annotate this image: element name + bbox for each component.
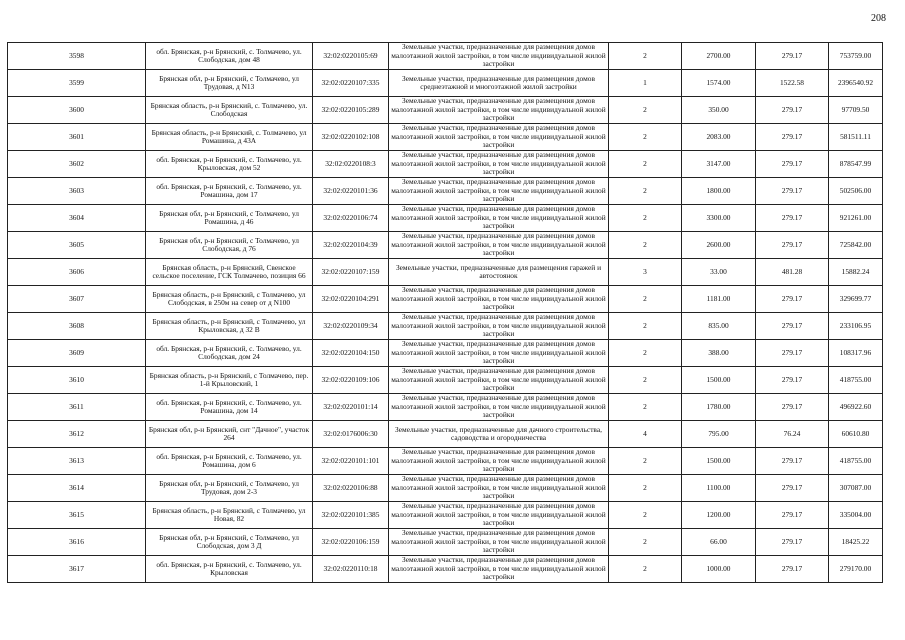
address-cell: обл. Брянская, р-н Брянский, с. Толмачево, ул. Крыловская, дом 52 (146, 151, 313, 178)
address-cell: Брянская область, р-н Брянский, с Толмачево, ул Новая, 82 (146, 502, 313, 529)
address-cell: Брянская обл, р-н Брянский, снт "Дачное", участок 264 (146, 421, 313, 448)
area-cell: 2083.00 (682, 124, 756, 151)
group-number-cell: 2 (609, 313, 682, 340)
cadastral-number-cell: 32:02:0220101:36 (313, 178, 389, 205)
cadastral-value-cell: 753759.00 (829, 43, 883, 70)
land-use-purpose-cell: Земельные участки, предназначенные для размещения домов малоэтажной жилой застройки, в том числе индивидуальной жилой застройки (389, 340, 609, 367)
page-number: 208 (871, 13, 886, 24)
unit-price-cell: 279.17 (756, 178, 829, 205)
row-number: 3616 (8, 529, 146, 556)
unit-price-cell: 279.17 (756, 340, 829, 367)
address-cell: Брянская область, р-н Брянский, с Толмачево, ул Слободская, в 250м на север от д N100 (146, 286, 313, 313)
cadastral-number-cell: 32:02:0220110:18 (313, 556, 389, 583)
address-cell: Брянская область, р-н Брянский, с. Толмачево, ул Ромашина, д 43А (146, 124, 313, 151)
cadastral-value-cell: 60610.80 (829, 421, 883, 448)
address-cell: Брянская область, р-н Брянский, Свенское сельское поселение, ГСК Толмачево, позиция 66 (146, 259, 313, 286)
cadastral-value-cell: 418755.00 (829, 367, 883, 394)
address-cell: Брянская обл, р-н Брянский, с Толмачево, ул Слободская, дом 3 Д (146, 529, 313, 556)
cadastral-number-cell: 32:02:0220106:74 (313, 205, 389, 232)
address-cell: Брянская область, р-н Брянский, с Толмачево, пер. 1-й Крыловский, 1 (146, 367, 313, 394)
group-number-cell: 2 (609, 124, 682, 151)
group-number-cell: 2 (609, 556, 682, 583)
cadastral-value-cell: 921261.00 (829, 205, 883, 232)
group-number-cell: 2 (609, 286, 682, 313)
row-number: 3608 (8, 313, 146, 340)
cadastral-value-cell: 496922.60 (829, 394, 883, 421)
group-number-cell: 4 (609, 421, 682, 448)
table-row (8, 475, 883, 502)
row-number: 3606 (8, 259, 146, 286)
address-cell: Брянская обл, р-н Брянский, с Толмачево, ул Ромашина, д 46 (146, 205, 313, 232)
land-use-purpose-cell: Земельные участки, предназначенные для размещения домов малоэтажной жилой застройки, в том числе индивидуальной жилой застройки (389, 232, 609, 259)
table-row (8, 97, 883, 124)
group-number-cell: 2 (609, 367, 682, 394)
land-use-purpose-cell: Земельные участки, предназначенные для размещения домов среднеэтажной и многоэтажной жилой застройки (389, 70, 609, 97)
area-cell: 795.00 (682, 421, 756, 448)
cadastral-number-cell: 32:02:0220105:69 (313, 43, 389, 70)
row-number: 3611 (8, 394, 146, 421)
cadastral-value-cell: 18425.22 (829, 529, 883, 556)
area-cell: 3300.00 (682, 205, 756, 232)
table-row (8, 205, 883, 232)
address-cell: обл. Брянская, р-н Брянский, с. Толмачево, ул. Ромашина, дом 17 (146, 178, 313, 205)
table-row (8, 448, 883, 475)
row-number: 3615 (8, 502, 146, 529)
address-cell: обл. Брянская, р-н Брянский, с. Толмачево, ул. Слободская, дом 24 (146, 340, 313, 367)
unit-price-cell: 279.17 (756, 394, 829, 421)
cadastral-number-cell: 32:02:0220101:101 (313, 448, 389, 475)
row-number: 3603 (8, 178, 146, 205)
land-use-purpose-cell: Земельные участки, предназначенные для размещения домов малоэтажной жилой застройки, в том числе индивидуальной жилой застройки (389, 556, 609, 583)
unit-price-cell: 279.17 (756, 556, 829, 583)
land-use-purpose-cell: Земельные участки, предназначенные для размещения гаражей и автостоянок (389, 259, 609, 286)
land-use-purpose-cell: Земельные участки, предназначенные для размещения домов малоэтажной жилой застройки, в том числе индивидуальной жилой застройки (389, 97, 609, 124)
land-use-purpose-cell: Земельные участки, предназначенные для размещения домов малоэтажной жилой застройки, в том числе индивидуальной жилой застройки (389, 475, 609, 502)
area-cell: 1181.00 (682, 286, 756, 313)
row-number: 3601 (8, 124, 146, 151)
cadastral-number-cell: 32:02:0220107:159 (313, 259, 389, 286)
table-row (8, 313, 883, 340)
row-number: 3600 (8, 97, 146, 124)
row-number: 3604 (8, 205, 146, 232)
table-row (8, 178, 883, 205)
area-cell: 1500.00 (682, 448, 756, 475)
area-cell: 350.00 (682, 97, 756, 124)
table-row (8, 232, 883, 259)
cadastral-value-cell: 15882.24 (829, 259, 883, 286)
cadastral-number-cell: 32:02:0220105:289 (313, 97, 389, 124)
table-row (8, 259, 883, 286)
area-cell: 2600.00 (682, 232, 756, 259)
row-number: 3617 (8, 556, 146, 583)
group-number-cell: 2 (609, 394, 682, 421)
area-cell: 66.00 (682, 529, 756, 556)
row-number: 3598 (8, 43, 146, 70)
address-cell: Брянская обл, р-н Брянский, с Толмачево, ул Трудовая, дом 2-3 (146, 475, 313, 502)
cadastral-number-cell: 32:02:0220106:88 (313, 475, 389, 502)
land-use-purpose-cell: Земельные участки, предназначенные для размещения домов малоэтажной жилой застройки, в том числе индивидуальной жилой застройки (389, 124, 609, 151)
group-number-cell: 2 (609, 178, 682, 205)
table-row (8, 124, 883, 151)
row-number: 3610 (8, 367, 146, 394)
land-use-purpose-cell: Земельные участки, предназначенные для размещения домов малоэтажной жилой застройки, в том числе индивидуальной жилой застройки (389, 394, 609, 421)
table-row (8, 43, 883, 70)
row-number: 3609 (8, 340, 146, 367)
cadastral-number-cell: 32:02:0220109:106 (313, 367, 389, 394)
land-use-purpose-cell: Земельные участки, предназначенные для дачного строительства, садоводства и огородничества (389, 421, 609, 448)
area-cell: 1800.00 (682, 178, 756, 205)
land-use-purpose-cell: Земельные участки, предназначенные для размещения домов малоэтажной жилой застройки, в том числе индивидуальной жилой застройки (389, 151, 609, 178)
group-number-cell: 1 (609, 70, 682, 97)
area-cell: 33.00 (682, 259, 756, 286)
cadastral-value-cell: 108317.96 (829, 340, 883, 367)
area-cell: 1200.00 (682, 502, 756, 529)
address-cell: Брянская обл, р-н Брянский, с Толмачево, ул Трудовая, д N13 (146, 70, 313, 97)
unit-price-cell: 279.17 (756, 205, 829, 232)
address-cell: обл. Брянская, р-н Брянский, с. Толмачево, ул. Ромашина, дом 14 (146, 394, 313, 421)
address-cell: Брянская область, р-н Брянский, с Толмачево, ул Крыловская, д 32 В (146, 313, 313, 340)
land-use-purpose-cell: Земельные участки, предназначенные для размещения домов малоэтажной жилой застройки, в том числе индивидуальной жилой застройки (389, 367, 609, 394)
area-cell: 2700.00 (682, 43, 756, 70)
area-cell: 1100.00 (682, 475, 756, 502)
land-use-purpose-cell: Земельные участки, предназначенные для размещения домов малоэтажной жилой застройки, в том числе индивидуальной жилой застройки (389, 313, 609, 340)
group-number-cell: 2 (609, 529, 682, 556)
cadastral-number-cell: 32:02:0220104:291 (313, 286, 389, 313)
table-row (8, 70, 883, 97)
cadastral-value-cell: 97709.50 (829, 97, 883, 124)
table-row (8, 529, 883, 556)
cadastral-value-cell: 2396540.92 (829, 70, 883, 97)
unit-price-cell: 279.17 (756, 151, 829, 178)
area-cell: 1000.00 (682, 556, 756, 583)
table-row (8, 286, 883, 313)
group-number-cell: 2 (609, 502, 682, 529)
row-number: 3612 (8, 421, 146, 448)
land-parcel-table (7, 42, 883, 583)
area-cell: 1500.00 (682, 367, 756, 394)
unit-price-cell: 76.24 (756, 421, 829, 448)
table-row (8, 367, 883, 394)
group-number-cell: 3 (609, 259, 682, 286)
row-number: 3602 (8, 151, 146, 178)
unit-price-cell: 279.17 (756, 502, 829, 529)
address-cell: Брянская обл, р-н Брянский, с Толмачево, ул Слободская, д 76 (146, 232, 313, 259)
cadastral-value-cell: 233106.95 (829, 313, 883, 340)
cadastral-number-cell: 32:02:0220109:34 (313, 313, 389, 340)
group-number-cell: 2 (609, 205, 682, 232)
table-row (8, 151, 883, 178)
cadastral-value-cell: 725842.00 (829, 232, 883, 259)
group-number-cell: 2 (609, 151, 682, 178)
address-cell: Брянская область, р-н Брянский, с. Толмачево, ул. Слободская (146, 97, 313, 124)
area-cell: 1780.00 (682, 394, 756, 421)
land-use-purpose-cell: Земельные участки, предназначенные для размещения домов малоэтажной жилой застройки, в том числе индивидуальной жилой застройки (389, 205, 609, 232)
unit-price-cell: 1522.58 (756, 70, 829, 97)
row-number: 3613 (8, 448, 146, 475)
cadastral-value-cell: 878547.99 (829, 151, 883, 178)
group-number-cell: 2 (609, 43, 682, 70)
row-number: 3607 (8, 286, 146, 313)
cadastral-value-cell: 581511.11 (829, 124, 883, 151)
table-row (8, 421, 883, 448)
unit-price-cell: 279.17 (756, 124, 829, 151)
address-cell: обл. Брянская, р-н Брянский, с. Толмачево, ул. Ромашина, дом 6 (146, 448, 313, 475)
unit-price-cell: 279.17 (756, 43, 829, 70)
unit-price-cell: 481.28 (756, 259, 829, 286)
row-number: 3605 (8, 232, 146, 259)
area-cell: 1574.00 (682, 70, 756, 97)
cadastral-value-cell: 329699.77 (829, 286, 883, 313)
group-number-cell: 2 (609, 97, 682, 124)
land-use-purpose-cell: Земельные участки, предназначенные для размещения домов малоэтажной жилой застройки, в том числе индивидуальной жилой застройки (389, 178, 609, 205)
cadastral-number-cell: 32:02:0220108:3 (313, 151, 389, 178)
address-cell: обл. Брянская, р-н Брянский, с. Толмачево, ул. Слободская, дом 48 (146, 43, 313, 70)
group-number-cell: 2 (609, 475, 682, 502)
group-number-cell: 2 (609, 340, 682, 367)
unit-price-cell: 279.17 (756, 232, 829, 259)
cadastral-number-cell: 32:02:0220101:385 (313, 502, 389, 529)
cadastral-number-cell: 32:02:0220104:150 (313, 340, 389, 367)
cadastral-value-cell: 418755.00 (829, 448, 883, 475)
land-use-purpose-cell: Земельные участки, предназначенные для размещения домов малоэтажной жилой застройки, в том числе индивидуальной жилой застройки (389, 529, 609, 556)
cadastral-number-cell: 32:02:0220107:335 (313, 70, 389, 97)
land-use-purpose-cell: Земельные участки, предназначенные для размещения домов малоэтажной жилой застройки, в том числе индивидуальной жилой застройки (389, 502, 609, 529)
area-cell: 3147.00 (682, 151, 756, 178)
row-number: 3614 (8, 475, 146, 502)
unit-price-cell: 279.17 (756, 475, 829, 502)
unit-price-cell: 279.17 (756, 448, 829, 475)
cadastral-number-cell: 32:02:0220101:14 (313, 394, 389, 421)
unit-price-cell: 279.17 (756, 286, 829, 313)
unit-price-cell: 279.17 (756, 367, 829, 394)
row-number: 3599 (8, 70, 146, 97)
group-number-cell: 2 (609, 448, 682, 475)
cadastral-value-cell: 307087.00 (829, 475, 883, 502)
cadastral-number-cell: 32:02:0220102:108 (313, 124, 389, 151)
cadastral-value-cell: 502506.00 (829, 178, 883, 205)
land-use-purpose-cell: Земельные участки, предназначенные для размещения домов малоэтажной жилой застройки, в том числе индивидуальной жилой застройки (389, 43, 609, 70)
area-cell: 388.00 (682, 340, 756, 367)
address-cell: обл. Брянская, р-н Брянский, с. Толмачево, ул. Крыловская (146, 556, 313, 583)
cadastral-number-cell: 32:02:0176006:30 (313, 421, 389, 448)
cadastral-number-cell: 32:02:0220106:159 (313, 529, 389, 556)
land-use-purpose-cell: Земельные участки, предназначенные для размещения домов малоэтажной жилой застройки, в том числе индивидуальной жилой застройки (389, 286, 609, 313)
cadastral-value-cell: 279170.00 (829, 556, 883, 583)
group-number-cell: 2 (609, 232, 682, 259)
unit-price-cell: 279.17 (756, 313, 829, 340)
unit-price-cell: 279.17 (756, 529, 829, 556)
table-row (8, 502, 883, 529)
cadastral-number-cell: 32:02:0220104:39 (313, 232, 389, 259)
unit-price-cell: 279.17 (756, 97, 829, 124)
table-row (8, 394, 883, 421)
area-cell: 835.00 (682, 313, 756, 340)
land-use-purpose-cell: Земельные участки, предназначенные для размещения домов малоэтажной жилой застройки, в том числе индивидуальной жилой застройки (389, 448, 609, 475)
cadastral-value-cell: 335004.00 (829, 502, 883, 529)
table-row (8, 340, 883, 367)
table-row (8, 556, 883, 583)
